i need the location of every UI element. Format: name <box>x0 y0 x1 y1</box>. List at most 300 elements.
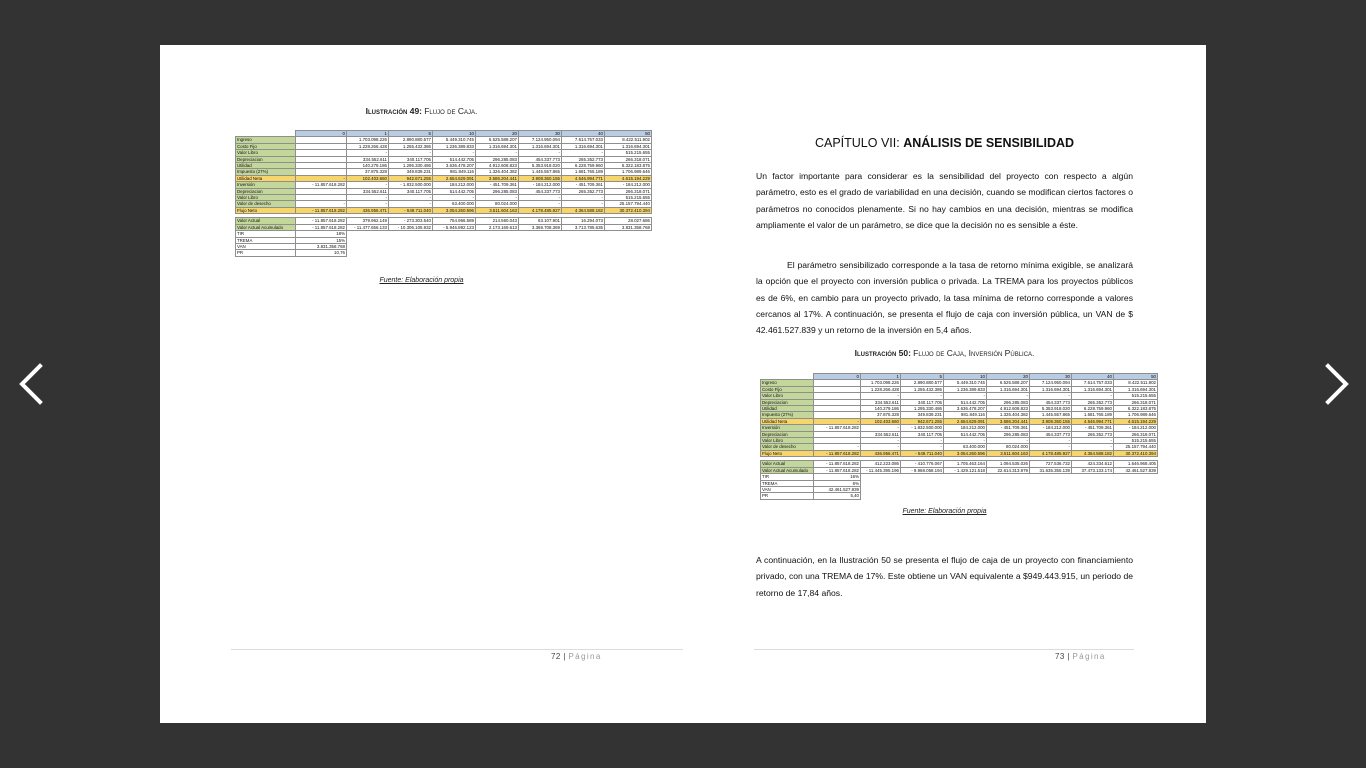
table-cell: 4.178.485.927 <box>1030 450 1072 456</box>
table-cell: 5.353.918.020 <box>519 163 562 169</box>
table-cell: 102.403.660 <box>347 175 389 181</box>
figure-source: Fuente: Elaboración propia <box>379 277 464 284</box>
table-cell: 340.117.705 <box>901 399 944 405</box>
table-cell: 4.546.994.771 <box>562 175 605 181</box>
table-cell: 1.681.765.189 <box>562 169 605 175</box>
column-header: 5 <box>389 131 433 137</box>
table-cell: 379.962.149 <box>347 218 389 224</box>
table-cell: - 184.212.000 <box>1114 425 1158 431</box>
table-cell: 1.255.432.386 <box>901 386 944 392</box>
row-label: Impuesto (27%) <box>761 412 814 418</box>
row-label: Valor Libro <box>236 195 296 201</box>
row-label: Valor Libro <box>761 438 814 444</box>
table-cell: 454.337.773 <box>1030 431 1072 437</box>
table-cell: 4.615.194.229 <box>1114 418 1158 424</box>
page-footer <box>1055 652 1106 661</box>
column-header: 50 <box>1114 374 1158 380</box>
row-label: Depreciacion <box>236 156 296 162</box>
row-label: Depreciacion <box>761 431 814 437</box>
table-cell: - 11.857.618.282 <box>814 461 861 467</box>
table-cell: 1.326.404.382 <box>987 412 1030 418</box>
table-cell: 2.890.880.577 <box>901 380 944 386</box>
column-header: 20 <box>987 374 1030 380</box>
table-cell: 184.212.000 <box>944 425 987 431</box>
table-cell: - <box>987 438 1030 444</box>
table-cell: 7.614.757.033 <box>1072 380 1114 386</box>
table-cell: 981.849.116 <box>944 412 987 418</box>
table-cell: - <box>389 150 433 156</box>
column-header: 10 <box>944 374 987 380</box>
table-cell: 1.295.330.486 <box>389 163 433 169</box>
paragraph: A continuación, en la Ilustración 50 se presenta el flujo de caja de un proyecto con financiamiento privado, con una TREMA de 17%. Este obtiene un VAN equivalente a $949.443.915, un periodo de retorno de 17,84 años. <box>756 555 1133 598</box>
row-label: Valor de desecho <box>761 444 814 450</box>
table-cell: - 10.306.105.932 <box>389 224 433 230</box>
indicator-value: 42.461.527.839 <box>814 486 861 492</box>
table-cell: - <box>861 425 901 431</box>
row-label: Valor Libro <box>236 150 296 156</box>
table-cell: 514.442.705 <box>433 188 476 194</box>
row-label: Utilidad <box>761 406 814 412</box>
chapter-heading <box>683 136 1206 150</box>
indicator-label: VAN <box>761 486 814 492</box>
table-cell: 1.228.266.428 <box>347 143 389 149</box>
indicator-label: TIR <box>761 474 814 480</box>
table-cell: - 549.711.040 <box>901 450 944 456</box>
table-cell: 2.173.169.613 <box>476 224 519 230</box>
column-header: 40 <box>562 131 605 137</box>
table-cell: 942.671.255 <box>389 175 433 181</box>
row-label: Depreciacion <box>236 188 296 194</box>
page-separator: | <box>1067 652 1070 661</box>
table-cell: 6.525.588.207 <box>987 380 1030 386</box>
indicator-label: TREMA <box>236 237 296 243</box>
table-cell: - <box>1030 444 1072 450</box>
table-cell: - 273.303.540 <box>389 218 433 224</box>
indicator-value: 18% <box>296 231 347 237</box>
table-cell: - <box>519 195 562 201</box>
table-cell: 454.337.773 <box>519 156 562 162</box>
table-cell: 37.875.328 <box>347 169 389 175</box>
table-cell: 1.706.989.646 <box>1114 412 1158 418</box>
table-cell: 1.703.098.226 <box>861 380 901 386</box>
table-cell: 3.511.604.163 <box>476 207 519 213</box>
table-cell: 424.334.612 <box>1072 461 1114 467</box>
table-cell: - <box>476 195 519 201</box>
page-separator: | <box>563 652 566 661</box>
table-cell: 436.956.471 <box>347 207 389 213</box>
table-cell: 1.316.694.301 <box>1030 386 1072 392</box>
table-cell: 7.124.950.094 <box>1030 380 1072 386</box>
page-number: 72 <box>551 652 561 661</box>
table-cell: 5.449.310.745 <box>944 380 987 386</box>
table-cell: - 410.776.067 <box>901 461 944 467</box>
page-word: Página <box>568 652 602 661</box>
table-cell: - <box>296 201 347 207</box>
column-header: 30 <box>519 131 562 137</box>
row-label: Utilidad <box>236 163 296 169</box>
blank-cell <box>347 250 652 256</box>
caption-text: Flujo de Caja, Inversión Pública. <box>913 348 1035 358</box>
table-cell: 25.157.794.440 <box>1114 444 1158 450</box>
table-cell: 1.316.694.301 <box>605 143 652 149</box>
caption-text: Flujo de Caja. <box>424 106 478 116</box>
table-cell: 63.400.000 <box>433 201 476 207</box>
previous-page-button[interactable] <box>14 360 50 408</box>
indicator-value: 5,40 <box>814 493 861 499</box>
table-cell: 266.318.071 <box>605 188 652 194</box>
row-label: Costo Fijo <box>236 143 296 149</box>
table-cell: - 451.709.361 <box>562 182 605 188</box>
column-header: 1 <box>861 374 901 380</box>
table-cell: - <box>519 150 562 156</box>
table-cell: 340.117.705 <box>389 188 433 194</box>
table-cell: 349.839.231 <box>389 169 433 175</box>
table-cell: 1.255.432.386 <box>389 143 433 149</box>
table-cell: 981.849.116 <box>433 169 476 175</box>
table-cell: 25.157.794.440 <box>605 201 652 207</box>
table-cell: 8.422.511.902 <box>605 137 652 143</box>
column-header: 0 <box>814 374 861 380</box>
column-header: 1 <box>347 131 389 137</box>
row-label: Inversión <box>761 425 814 431</box>
row-label: Flujo Neto <box>236 207 296 213</box>
page-word: Página <box>1072 652 1106 661</box>
table-cell: 1.326.404.382 <box>476 169 519 175</box>
table-cell: 349.839.231 <box>901 412 944 418</box>
table-cell: - 9.968.058.194 <box>901 467 944 473</box>
table-cell: 2.654.629.091 <box>433 175 476 181</box>
table-cell: 514.442.705 <box>944 399 987 405</box>
table-cell: 5.449.310.745 <box>433 137 476 143</box>
indicator-value: 16% <box>814 474 861 480</box>
column-header: 50 <box>605 131 652 137</box>
row-label: Depreciacion <box>761 399 814 405</box>
paragraph: El parámetro sensibilizado corresponde a la tasa de retorno mínima exigible, se analizará la opción que el proyecto con inversión publica o privada. La TREMA para los proyectos públicos es de 6%, en cambio para un proyecto privado, la tasa mínima de retorno corresponde a valores cercanos al 17%. A continuación, se presenta el flujo de caja con inversión pública, un VAN de $ 42.461.527.839 y un retorno de la inversión en 5,4 años. <box>756 260 1133 336</box>
table-cell: 3.831.358.768 <box>605 224 652 230</box>
table-cell: 4.912.608.823 <box>476 163 519 169</box>
table-cell: 2.890.880.577 <box>389 137 433 143</box>
table-cell: 436.956.471 <box>861 450 901 456</box>
indicator-value: 3.831.358.768 <box>296 243 347 249</box>
row-label: Utilidad Neta <box>236 175 296 181</box>
table-cell: 296.285.083 <box>476 156 519 162</box>
chapter-title: ANÁLISIS DE SENSIBILIDAD <box>903 136 1075 150</box>
table-cell: - 11.445.395.196 <box>861 467 901 473</box>
column-header: 5 <box>901 374 944 380</box>
table-cell: 3.586.204.441 <box>987 418 1030 424</box>
table-cell: 1.681.765.189 <box>1072 412 1114 418</box>
table-cell: 265.352.773 <box>1072 431 1114 437</box>
table-cell: 340.117.705 <box>901 431 944 437</box>
table-cell: 1.236.389.833 <box>944 386 987 392</box>
table-cell: 2.654.629.091 <box>944 418 987 424</box>
table-body <box>761 380 1158 499</box>
table-cell: - 184.212.000 <box>1030 425 1072 431</box>
table-cell: 514.442.705 <box>944 431 987 437</box>
table-cell: 37.875.328 <box>861 412 901 418</box>
page-footer <box>551 652 602 661</box>
table-cell: - 11.477.656.133 <box>347 224 389 230</box>
table-cell: 1.706.989.646 <box>605 169 652 175</box>
table-cell: 334.552.611 <box>861 431 901 437</box>
table-cell: 1.705.463.164 <box>944 461 987 467</box>
table-cell: 4.364.588.182 <box>562 207 605 213</box>
table-cell: 3.908.360.155 <box>1030 418 1072 424</box>
table-cell: 1.445.557.865 <box>519 169 562 175</box>
indicator-label: PR <box>761 493 814 499</box>
table-cell: 1.316.694.301 <box>519 143 562 149</box>
row-label: Utilidad Neta <box>761 418 814 424</box>
table-cell: 942.671.255 <box>901 418 944 424</box>
table-cell: 4.912.608.823 <box>987 406 1030 412</box>
table-cell: - 451.709.361 <box>987 425 1030 431</box>
indicator-value: 15% <box>296 237 347 243</box>
caption-label: Ilustración 49: <box>365 106 422 116</box>
table-cell: - <box>861 438 901 444</box>
table-cell: - 1.832.500.000 <box>389 182 433 188</box>
table-cell: 8.422.511.902 <box>1114 380 1158 386</box>
table-cell: 1.236.389.833 <box>433 143 476 149</box>
table-cell: 296.285.083 <box>987 399 1030 405</box>
table-cell: - <box>944 393 987 399</box>
table-cell: 102.403.660 <box>861 418 901 424</box>
table-cell: - <box>814 444 861 450</box>
row-label: Impuesto (27%) <box>236 169 296 175</box>
table-cell: - <box>1072 438 1114 444</box>
column-header: 30 <box>1030 374 1072 380</box>
document-spread <box>160 45 1206 723</box>
table-cell: 80.024.000 <box>476 201 519 207</box>
cash-flow-table <box>760 373 1158 500</box>
table-cell: 266.318.071 <box>1114 399 1158 405</box>
indicator-value: 6% <box>814 480 861 486</box>
table-cell: - <box>987 393 1030 399</box>
table-cell: 266.318.071 <box>605 156 652 162</box>
table-cell: - <box>1030 438 1072 444</box>
table-cell: 6.228.759.960 <box>1072 406 1114 412</box>
table-cell: 30.372.410.394 <box>605 207 652 213</box>
caption-label: Ilustración 50: <box>854 348 911 358</box>
indicator-value: 10,76 <box>296 250 347 256</box>
table-cell: 6.525.588.207 <box>476 137 519 143</box>
table-cell: 1.094.535.026 <box>987 461 1030 467</box>
table-cell: 515.215.655 <box>605 195 652 201</box>
cash-flow-table <box>235 130 652 257</box>
table-cell: 754.966.589 <box>433 218 476 224</box>
chevron-right-icon <box>1318 360 1354 408</box>
table-cell: 1.445.557.865 <box>1030 412 1072 418</box>
table-cell: - <box>296 175 347 181</box>
table-cell: 42.461.527.839 <box>1114 467 1158 473</box>
table-cell: 296.285.083 <box>987 431 1030 437</box>
table-cell: - 11.857.618.282 <box>814 425 861 431</box>
table-cell: 140.279.186 <box>347 163 389 169</box>
table-cell: 5.353.918.020 <box>1030 406 1072 412</box>
row-label: Flujo Neto <box>761 450 814 456</box>
table-cell: 3.636.478.207 <box>433 163 476 169</box>
table-cell: 265.352.773 <box>1072 399 1114 405</box>
chapter-prefix: CAPÍTULO VII: <box>814 136 900 150</box>
table-cell: 454.337.773 <box>1030 399 1072 405</box>
table-cell: 63.400.000 <box>944 444 987 450</box>
table-cell: 3.511.604.163 <box>987 450 1030 456</box>
table-cell: - 184.212.000 <box>605 182 652 188</box>
table-cell: - <box>1072 393 1114 399</box>
row-label: Valor Actual <box>761 461 814 467</box>
table-cell: 6.322.183.875 <box>1114 406 1158 412</box>
indicator-label: TREMA <box>761 480 814 486</box>
figure-source: Fuente: Elaboración propia <box>902 508 987 515</box>
table-cell: 265.352.773 <box>562 156 605 162</box>
table-cell: 4.546.994.771 <box>1072 418 1114 424</box>
table-cell: - <box>1030 393 1072 399</box>
table-cell: 296.285.083 <box>476 188 519 194</box>
table-cell: 1.316.694.301 <box>1114 386 1158 392</box>
table-cell: - <box>1072 444 1114 450</box>
table-cell: - <box>901 438 944 444</box>
column-header: 40 <box>1072 374 1114 380</box>
row-label: Valor Actual <box>236 218 296 224</box>
row-label: Valor de desecho <box>236 201 296 207</box>
row-label: Ingreso <box>236 137 296 143</box>
table-cell: 1.228.266.428 <box>861 386 901 392</box>
table-cell: 22.614.313.979 <box>987 467 1030 473</box>
table-cell: 4.364.588.182 <box>1072 450 1114 456</box>
table-cell: - 11.857.618.282 <box>296 207 347 213</box>
table-cell: - 11.857.618.282 <box>814 467 861 473</box>
table-cell: 3.054.260.596 <box>944 450 987 456</box>
row-label: Costo Fijo <box>761 386 814 392</box>
row-label: Ingreso <box>761 380 814 386</box>
column-header: 20 <box>476 131 519 137</box>
table-cell: - 5.946.892.123 <box>433 224 476 230</box>
table-cell: 1.316.694.301 <box>562 143 605 149</box>
table-cell: - <box>389 195 433 201</box>
table-cell: 334.552.611 <box>347 156 389 162</box>
blank-cell <box>861 493 1158 499</box>
table-cell: - <box>814 418 861 424</box>
table-cell: - <box>519 201 562 207</box>
table-cell: 31.635.355.139 <box>1030 467 1072 473</box>
indicator-label: PR <box>236 250 296 256</box>
table-cell: 515.215.655 <box>1114 438 1158 444</box>
table-cell: 3.636.478.207 <box>944 406 987 412</box>
table-cell: 3.586.204.441 <box>476 175 519 181</box>
table-cell: 1.316.694.301 <box>476 143 519 149</box>
table-cell: - <box>944 438 987 444</box>
table-cell: 1.316.694.301 <box>987 386 1030 392</box>
table-cell: - <box>347 182 389 188</box>
table-cell: 3.713.785.635 <box>562 224 605 230</box>
table-cell: - 451.709.361 <box>476 182 519 188</box>
figure-caption <box>160 106 683 116</box>
table-cell: 6.322.183.875 <box>605 163 652 169</box>
table-cell: 1.316.694.301 <box>1072 386 1114 392</box>
table-cell: - 184.212.000 <box>519 182 562 188</box>
table-cell: - 1.429.121.518 <box>944 467 987 473</box>
table-cell: - <box>562 201 605 207</box>
table-cell: 412.223.086 <box>861 461 901 467</box>
table-cell: 80.024.000 <box>987 444 1030 450</box>
table-cell: - <box>861 444 901 450</box>
footer-divider <box>754 649 1134 650</box>
page-73 <box>683 45 1206 723</box>
table-cell: 265.352.773 <box>562 188 605 194</box>
column-header: 10 <box>433 131 476 137</box>
table-cell: 16.294.073 <box>562 218 605 224</box>
table-cell: 515.215.655 <box>605 150 652 156</box>
table-cell: - <box>562 150 605 156</box>
table-cell: 1.295.330.486 <box>901 406 944 412</box>
next-page-button[interactable] <box>1318 360 1354 408</box>
table-cell: 1.646.968.405 <box>1114 461 1158 467</box>
indicator-label: TIR <box>236 231 296 237</box>
table-cell: 454.337.773 <box>519 188 562 194</box>
table-cell: 6.228.759.960 <box>562 163 605 169</box>
table-cell: 727.536.732 <box>1030 461 1072 467</box>
table-cell: 334.552.611 <box>861 399 901 405</box>
table-cell: 515.215.655 <box>1114 393 1158 399</box>
table-cell: - <box>433 150 476 156</box>
table-cell: - <box>861 393 901 399</box>
table-cell: 140.279.186 <box>861 406 901 412</box>
table-cell: 3.369.708.369 <box>519 224 562 230</box>
table-cell: 4.178.485.927 <box>519 207 562 213</box>
row-label: Valor Actual Acumulado <box>236 224 296 230</box>
table-body <box>236 137 652 256</box>
table-cell: - 11.857.618.282 <box>296 182 347 188</box>
table-cell: 3.054.260.596 <box>433 207 476 213</box>
table-cell: - <box>347 201 389 207</box>
table-cell: 214.560.043 <box>476 218 519 224</box>
page-number: 73 <box>1055 652 1065 661</box>
table-cell: - <box>433 195 476 201</box>
table-cell: - <box>476 150 519 156</box>
chevron-left-icon <box>14 360 50 408</box>
table-cell: - 451.709.361 <box>1072 425 1114 431</box>
table-cell: 3.908.360.155 <box>519 175 562 181</box>
table-cell: 334.552.611 <box>347 188 389 194</box>
footer-divider <box>231 649 683 650</box>
table-cell: 30.372.410.394 <box>1114 450 1158 456</box>
table-cell: - <box>901 393 944 399</box>
table-cell: - 11.857.618.282 <box>296 224 347 230</box>
indicator-row <box>761 493 1158 499</box>
table-cell: 514.442.705 <box>433 156 476 162</box>
table-cell: - <box>347 195 389 201</box>
table-cell: 1.703.098.226 <box>347 137 389 143</box>
row-label: Inversión <box>236 182 296 188</box>
row-label: Valor Actual Acumulado <box>761 467 814 473</box>
table-cell: 7.614.757.033 <box>562 137 605 143</box>
indicator-row <box>236 250 652 256</box>
paragraph: Un factor importante para considerar es la sensibilidad del proyecto con respecto a algún parámetro, esto es el grado de variabilidad en una decisión, cuando se modifican ciertos factores o parámetros no conocidos plenamente. Si no hay cambios en una decisión, mientras se modifica ampliamente el valor de un parámetro, se dice que la decisión no es sensible a éste. <box>756 171 1133 230</box>
table-cell: - <box>562 195 605 201</box>
table-cell: - 11.857.618.282 <box>814 450 861 456</box>
table-cell: - <box>901 444 944 450</box>
table-cell: - 1.832.500.000 <box>901 425 944 431</box>
table-cell: 184.212.000 <box>433 182 476 188</box>
figure-caption <box>683 348 1206 358</box>
table-cell: - 11.857.618.282 <box>296 218 347 224</box>
table-cell: 266.318.071 <box>1114 431 1158 437</box>
table-cell: 28.027.686 <box>605 218 652 224</box>
table-cell: - <box>347 150 389 156</box>
page-72 <box>160 45 683 723</box>
table-cell: 4.615.194.229 <box>605 175 652 181</box>
indicator-label: VAN <box>236 243 296 249</box>
table-cell: 7.124.950.094 <box>519 137 562 143</box>
